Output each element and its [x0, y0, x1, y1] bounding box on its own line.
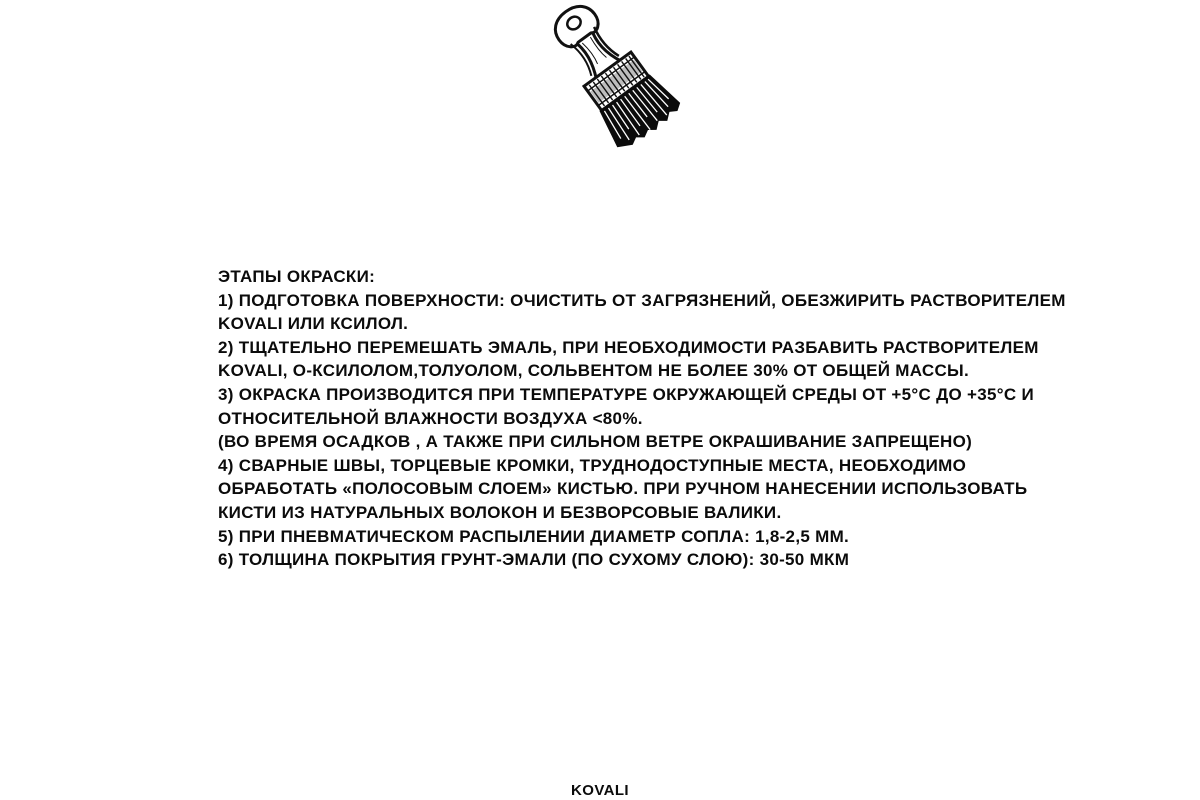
brand-footer-label: KOVALI	[571, 782, 629, 799]
instruction-line: 6) ТОЛЩИНА ПОКРЫТИЯ ГРУНТ-ЭМАЛИ (ПО СУХОМУ СЛОЮ): 30-50 МКМ	[218, 550, 850, 570]
paintbrush-icon	[526, 0, 701, 160]
instruction-line: 1) ПОДГОТОВКА ПОВЕРХНОСТИ: ОЧИСТИТЬ ОТ ЗАГРЯЗНЕНИЙ, ОБЕЗЖИРИТЬ РАСТВОРИТЕЛЕМ	[218, 290, 1066, 310]
instruction-line: (ВО ВРЕМЯ ОСАДКОВ , А ТАКЖЕ ПРИ СИЛЬНОМ ВЕТРЕ ОКРАШИВАНИЕ ЗАПРЕЩЕНО)	[218, 432, 973, 452]
instruction-line: КИСТИ ИЗ НАТУРАЛЬНЫХ ВОЛОКОН И БЕЗВОРСОВЫЕ ВАЛИКИ.	[218, 502, 782, 522]
painting-stages-text	[218, 265, 1066, 572]
instruction-line: KOVALI ИЛИ КСИЛОЛ.	[218, 314, 409, 334]
instruction-line: 3) ОКРАСКА ПРОИЗВОДИТСЯ ПРИ ТЕМПЕРАТУРЕ ОКРУЖАЮЩЕЙ СРЕДЫ ОТ +5°С ДО +35°С И	[218, 384, 1034, 404]
instruction-line: 5) ПРИ ПНЕВМАТИЧЕСКОМ РАСПЫЛЕНИИ ДИАМЕТР СОПЛА: 1,8-2,5 ММ.	[218, 526, 850, 546]
section-title: ЭТАПЫ ОКРАСКИ:	[218, 267, 376, 286]
instruction-line: KOVALI, О-КСИЛОЛОМ,ТОЛУОЛОМ, СОЛЬВЕНТОМ НЕ БОЛЕЕ 30% ОТ ОБЩЕЙ МАССЫ.	[218, 361, 970, 381]
instruction-line: ОТНОСИТЕЛЬНОЙ ВЛАЖНОСТИ ВОЗДУХА <80%.	[218, 408, 643, 428]
instruction-line: ОБРАБОТАТЬ «ПОЛОСОВЫМ СЛОЕМ» КИСТЬЮ. ПРИ РУЧНОМ НАНЕСЕНИИ ИСПОЛЬЗОВАТЬ	[218, 479, 1028, 499]
paintbrush-illustration	[526, 0, 701, 160]
instruction-line: 4) СВАРНЫЕ ШВЫ, ТОРЦЕВЫЕ КРОМКИ, ТРУДНОДОСТУПНЫЕ МЕСТА, НЕОБХОДИМО	[218, 455, 967, 475]
instruction-line: 2) ТЩАТЕЛЬНО ПЕРЕМЕШАТЬ ЭМАЛЬ, ПРИ НЕОБХОДИМОСТИ РАЗБАВИТЬ РАСТВОРИТЕЛЕМ	[218, 337, 1039, 357]
